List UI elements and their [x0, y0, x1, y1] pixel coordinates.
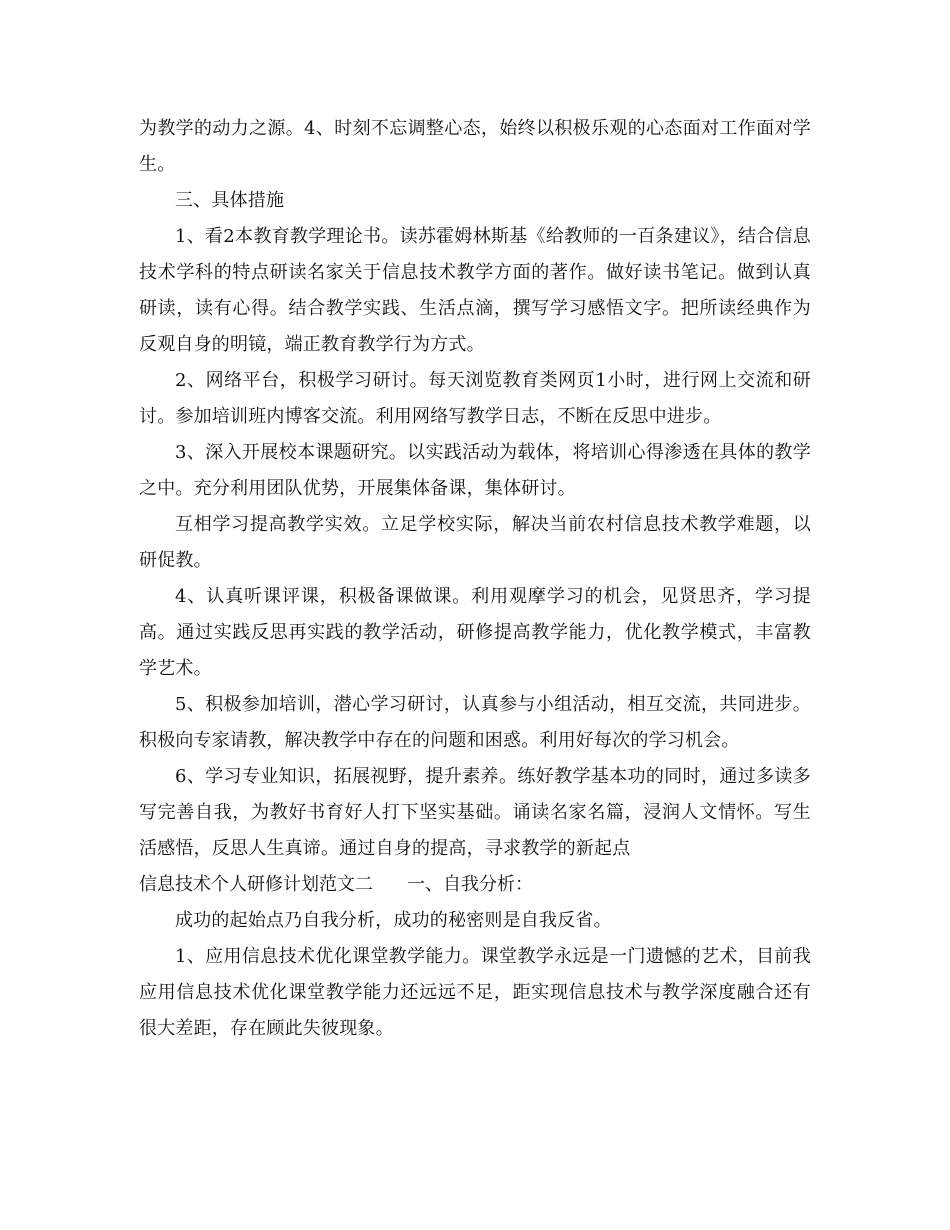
paragraph-self-analysis-1: 1、应用信息技术优化课堂教学能力。课堂教学永远是一门遗憾的艺术，目前我应用信息技术优化课堂教学能力还远远不足，距实现信息技术与教学深度融合还有很大差距，存在顾此失彼现象。	[139, 946, 811, 1039]
paragraph-measure-6: 6、学习专业知识，拓展视野，提升素养。练好教学基本功的同时，通过多读多写完善自我，为教好书育好人打下坚实基础。诵读名家名篇，浸润人文情怀。写生活感悟，反思人生真谛。通过自身的提高，寻求教学的新起点	[139, 766, 811, 859]
paragraph-measure-4: 4、认真听课评课，积极备课做课。利用观摩学习的机会，见贤思齐，学习提高。通过实践反思再实践的教学活动，研修提高教学能力，优化教学模式，丰富教学艺术。	[139, 586, 811, 679]
section-subtitle: 一、自我分析：	[407, 874, 533, 895]
document-body-part2	[139, 903, 811, 1047]
document-page	[139, 111, 811, 1047]
paragraph-self-analysis-intro: 成功的起始点乃自我分析，成功的秘密则是自我反省。	[175, 910, 612, 931]
section-title-line	[139, 867, 811, 903]
section-title: 信息技术个人研修计划范文二	[139, 874, 373, 895]
paragraph-measure-2: 2、网络平台，积极学习研讨。每天浏览教育类网页1小时，进行网上交流和研讨。参加培训班内博客交流。利用网络写教学日志，不断在反思中进步。	[139, 370, 811, 427]
paragraph-goal-continuation: 为教学的动力之源。4、时刻不忘调整心态，始终以积极乐观的心态面对工作面对学生。	[139, 118, 811, 175]
paragraph-measure-3-continued: 互相学习提高教学实效。立足学校实际，解决当前农村信息技术教学难题，以研促教。	[139, 514, 811, 571]
paragraph-measure-5: 5、积极参加培训，潜心学习研讨，认真参与小组活动，相互交流，共同进步。积极向专家请教，解决教学中存在的问题和困惑。利用好每次的学习机会。	[139, 694, 811, 751]
paragraph-measure-3: 3、深入开展校本课题研究。以实践活动为载体，将培训心得渗透在具体的教学之中。充分利用团队优势，开展集体备课，集体研讨。	[139, 442, 811, 499]
paragraph-measure-1: 1、看2本教育教学理论书。读苏霍姆林斯基《给教师的一百条建议》，结合信息技术学科的特点研读名家关于信息技术教学方面的著作。做好读书笔记。做到认真研读，读有心得。结合教学实践、生活点滴，撰写学习感悟文字。把所读经典作为反观自身的明镜，端正教育教学行为方式。	[139, 226, 811, 355]
heading-specific-measures: 三、具体措施	[175, 190, 285, 211]
document-body-part1	[139, 111, 811, 867]
